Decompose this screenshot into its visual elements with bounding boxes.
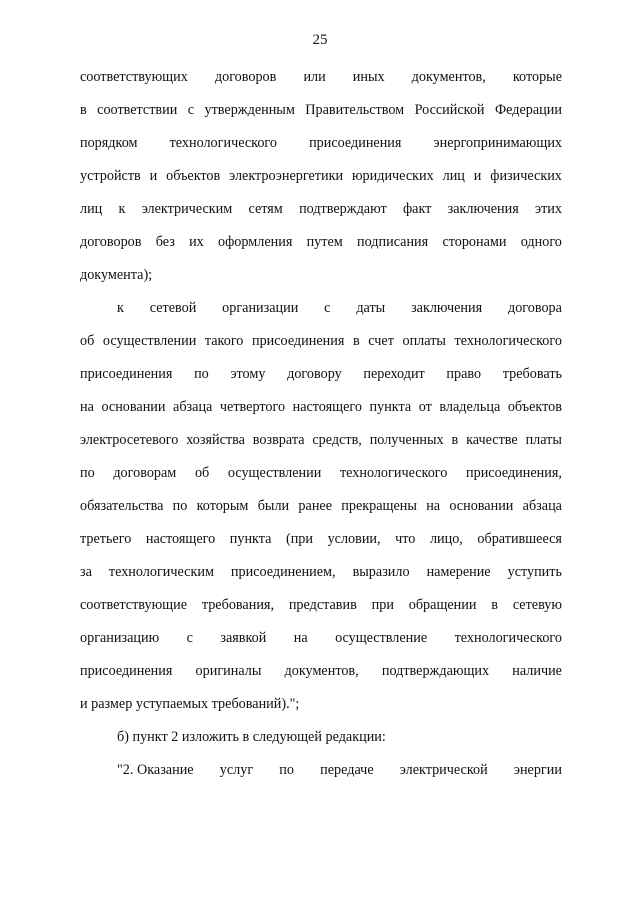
word: что (395, 531, 416, 547)
word: условии, (327, 531, 381, 547)
word: которые (512, 69, 562, 85)
word: третьего (80, 531, 132, 547)
word: с (324, 300, 331, 316)
word: качестве (466, 432, 518, 448)
word: требования, (201, 597, 274, 613)
word: по (172, 498, 188, 514)
word: осуществлении (102, 333, 197, 349)
word: к (118, 201, 126, 217)
word: технологического (454, 333, 562, 349)
word: договору (287, 366, 342, 382)
text-line (80, 358, 562, 391)
word: счет (368, 333, 394, 349)
word: соответствующих (80, 69, 188, 85)
word: заключения (447, 201, 519, 217)
word: по (279, 762, 294, 778)
word: Правительством (305, 102, 405, 118)
word: выразило (352, 564, 410, 580)
text-line: б) пункт 2 изложить в следующей редакции: (117, 729, 386, 745)
word: возврата (252, 432, 305, 448)
word: присоединения (251, 333, 345, 349)
word: настоящего (292, 399, 362, 415)
word: сетевой (149, 300, 197, 316)
word: организацию (80, 630, 160, 646)
word: которым (196, 498, 249, 514)
word: энергии (513, 762, 562, 778)
word: оформления (218, 234, 293, 250)
word: технологического (454, 630, 562, 646)
word: за (80, 564, 92, 580)
word: договоров (214, 69, 277, 85)
word: пункта (229, 531, 272, 547)
text-line: документа); (80, 267, 153, 283)
word: технологического (339, 465, 448, 481)
word: без (155, 234, 175, 250)
word: Федерации (494, 102, 562, 118)
word: физических (490, 168, 562, 184)
word: "2. Оказание (117, 762, 194, 778)
word: владельца (439, 399, 501, 415)
word: сетям (248, 201, 283, 217)
word: соответствующие (80, 597, 188, 613)
word: в (491, 597, 498, 613)
word: представив (288, 597, 357, 613)
word: технологического (169, 135, 277, 151)
word: присоединением, (230, 564, 336, 580)
word: (при (285, 531, 313, 547)
word: документов, (411, 69, 486, 85)
word: в (80, 102, 87, 118)
word: такого (204, 333, 244, 349)
word: передаче (320, 762, 374, 778)
text-line (80, 160, 562, 193)
text-line (80, 589, 562, 622)
word: на (80, 399, 94, 415)
text-line (80, 94, 562, 127)
text-line (80, 61, 562, 94)
word: энергопринимающих (433, 135, 562, 151)
word: основании (101, 399, 166, 415)
word: устройств (80, 168, 141, 184)
word: об (80, 333, 95, 349)
word: договорам (113, 465, 177, 481)
word: основании (449, 498, 514, 514)
text-line (80, 292, 562, 325)
text-line (80, 226, 562, 259)
word: или (303, 69, 326, 85)
text-line (80, 556, 562, 589)
word: были (257, 498, 290, 514)
word: электроэнергетики (229, 168, 344, 184)
word: от (418, 399, 432, 415)
word: электрическим (141, 201, 233, 217)
word: юридических (351, 168, 434, 184)
word: факт (402, 201, 432, 217)
word: оригиналы (195, 663, 262, 679)
word: и (149, 168, 158, 184)
word: сторонами (442, 234, 507, 250)
word: требовать (502, 366, 562, 382)
word: присоединения (80, 663, 173, 679)
word: утвержденным (204, 102, 295, 118)
word: полученных (369, 432, 444, 448)
word: заключения (411, 300, 483, 316)
word: оплаты (402, 333, 446, 349)
word: заявкой (220, 630, 267, 646)
word: пункта (369, 399, 412, 415)
word: присоединения, (466, 465, 562, 481)
text-line (80, 622, 562, 655)
word: этих (534, 201, 562, 217)
text-line: и размер уступаемых требований)."; (80, 696, 300, 712)
word: иных (352, 69, 385, 85)
text-line (80, 391, 562, 424)
text-line (80, 424, 562, 457)
word: право (446, 366, 482, 382)
word: осуществлении (227, 465, 322, 481)
word: на (426, 498, 441, 514)
word: Российской (414, 102, 485, 118)
document-text-body (80, 61, 562, 787)
word: об (194, 465, 210, 481)
word: абзаца (522, 498, 562, 514)
word: намерение (426, 564, 491, 580)
word: электросетевого (80, 432, 179, 448)
word: услуг (219, 762, 254, 778)
word: средств, (312, 432, 362, 448)
text-line (80, 655, 562, 688)
word: документов, (284, 663, 359, 679)
word: одного (520, 234, 562, 250)
word: уступить (507, 564, 562, 580)
text-line (80, 127, 562, 160)
word: по (80, 465, 95, 481)
text-line (80, 490, 562, 523)
word: лиц (442, 168, 465, 184)
word: подписания (357, 234, 429, 250)
word: подтверждают (299, 201, 387, 217)
word: обязательства (80, 498, 164, 514)
word: порядком (80, 135, 138, 151)
word: подтверждающих (381, 663, 490, 679)
word: объектов (507, 399, 562, 415)
word: к (117, 300, 124, 316)
word: прекращены (341, 498, 417, 514)
word: обращении (408, 597, 477, 613)
word: на (293, 630, 308, 646)
text-line (80, 754, 562, 787)
word: договора (507, 300, 562, 316)
word: в (451, 432, 459, 448)
word: с (187, 102, 195, 118)
word: наличие (512, 663, 562, 679)
word: объектов (166, 168, 221, 184)
word: лицо, (429, 531, 463, 547)
word: даты (356, 300, 386, 316)
word: обратившееся (477, 531, 562, 547)
word: и (473, 168, 482, 184)
word: организации (222, 300, 299, 316)
word: путем (306, 234, 343, 250)
word: хозяйства (186, 432, 245, 448)
word: в (352, 333, 360, 349)
word: этому (230, 366, 266, 382)
word: присоединения (80, 366, 173, 382)
word: четвертого (219, 399, 286, 415)
word: соответствии (97, 102, 178, 118)
word: сетевую (512, 597, 562, 613)
word: с (186, 630, 193, 646)
text-line (80, 325, 562, 358)
text-line (80, 457, 562, 490)
word: переходит (363, 366, 425, 382)
page-number: 25 (312, 32, 328, 48)
word: электрической (399, 762, 488, 778)
text-line (80, 193, 562, 226)
word: их (189, 234, 204, 250)
word: платы (525, 432, 562, 448)
word: технологическим (108, 564, 214, 580)
word: лиц (80, 201, 103, 217)
word: ранее (298, 498, 332, 514)
word: по (194, 366, 209, 382)
text-line (80, 523, 562, 556)
word: осуществление (335, 630, 428, 646)
word: абзаца (173, 399, 213, 415)
word: при (371, 597, 394, 613)
word: присоединения (309, 135, 402, 151)
word: настоящего (145, 531, 216, 547)
word: договоров (80, 234, 142, 250)
